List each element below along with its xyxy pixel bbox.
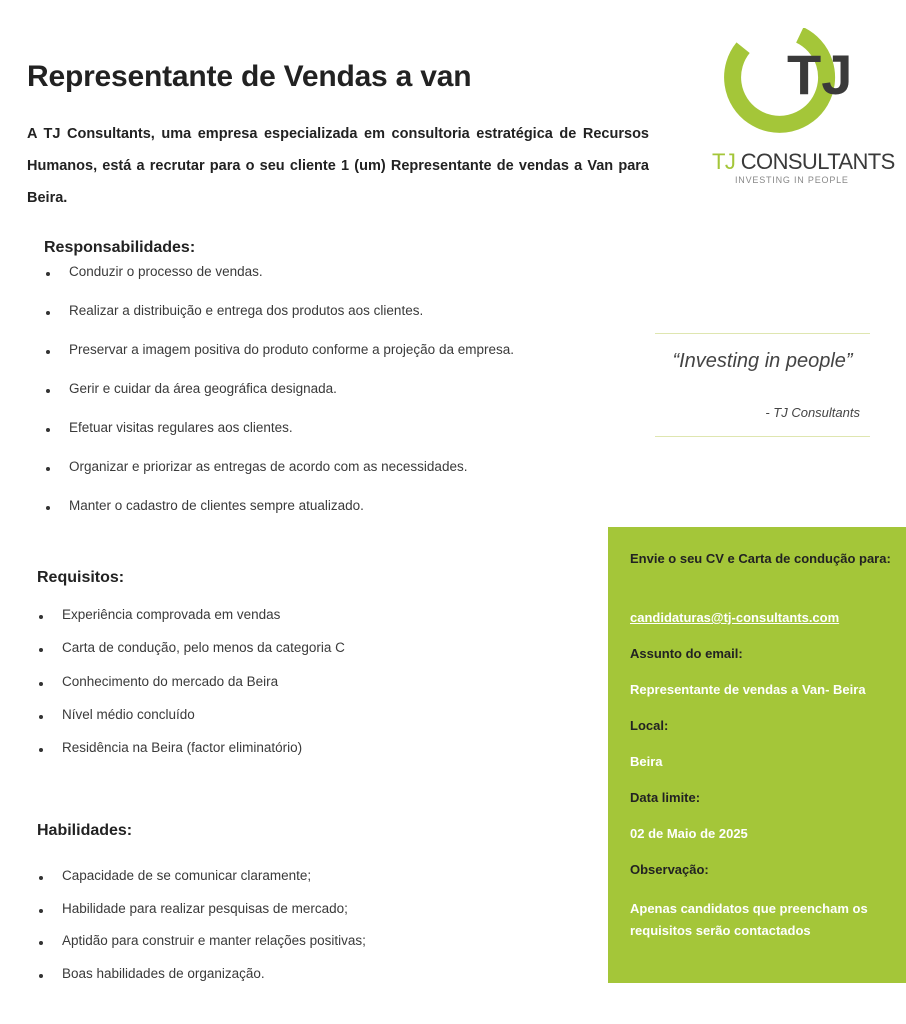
subject-value: Representante de vendas a Van- Beira — [630, 682, 866, 697]
local-label: Local: — [630, 718, 669, 733]
observation-value: Apenas candidatos que preencham os requisitos serão contactados — [630, 901, 868, 938]
logo-name-tj: TJ — [712, 149, 736, 174]
intro-paragraph: A TJ Consultants, uma empresa especializada em consultoria estratégica de Recursos Humanos, está a recrutar para o seu cliente 1 (um) Representante de vendas a Van para Beira. — [27, 126, 649, 206]
list-item: Habilidade para realizar pesquisas de mercado; — [37, 901, 366, 934]
quote-box — [655, 333, 870, 437]
quote-author: - TJ Consultants — [765, 405, 860, 420]
subject-label: Assunto do email: — [630, 646, 743, 661]
list-item: Efetuar visitas regulares aos clientes. — [44, 420, 514, 459]
list-item: Conhecimento do mercado da Beira — [37, 674, 345, 707]
logo-name — [712, 149, 895, 175]
email-link-wrap[interactable] — [630, 607, 892, 629]
responsabilidades-list — [44, 264, 514, 537]
requisitos-list — [37, 607, 345, 773]
logo-name-rest: CONSULTANTS — [740, 149, 895, 174]
application-panel — [608, 527, 906, 983]
list-item: Gerir e cuidar da área geográfica designada. — [44, 381, 514, 420]
company-logo — [700, 28, 895, 188]
list-item: Manter o cadastro de clientes sempre atualizado. — [44, 498, 514, 537]
observation-label: Observação: — [630, 862, 709, 877]
local-value: Beira — [630, 754, 663, 769]
habilidades-heading: Habilidades: — [37, 822, 133, 839]
deadline-label: Data limite: — [630, 790, 701, 805]
send-cv-label: Envie o seu CV e Carta de condução para: — [630, 551, 891, 566]
page-title: Representante de Vendas a van — [27, 60, 472, 93]
list-item: Carta de condução, pelo menos da categoria C — [37, 640, 345, 673]
list-item: Boas habilidades de organização. — [37, 966, 366, 999]
deadline-value: 02 de Maio de 2025 — [630, 826, 748, 841]
list-item: Aptidão para construir e manter relações positivas; — [37, 933, 366, 966]
list-item: Capacidade de se comunicar claramente; — [37, 868, 366, 901]
habilidades-list — [37, 868, 366, 998]
list-item: Organizar e priorizar as entregas de acordo com as necessidades. — [44, 459, 514, 498]
list-item: Experiência comprovada em vendas — [37, 607, 345, 640]
logo-tagline: INVESTING IN PEOPLE — [735, 175, 849, 185]
list-item: Conduzir o processo de vendas. — [44, 264, 514, 303]
email-link[interactable]: candidaturas@tj-consultants.com — [630, 610, 840, 625]
list-item: Residência na Beira (factor eliminatório) — [37, 740, 345, 773]
list-item: Nível médio concluído — [37, 707, 345, 740]
responsabilidades-heading: Responsabilidades: — [44, 239, 196, 256]
list-item: Preservar a imagem positiva do produto conforme a projeção da empresa. — [44, 342, 514, 381]
list-item: Realizar a distribuição e entrega dos produtos aos clientes. — [44, 303, 514, 342]
quote-text: “Investing in people” — [672, 350, 853, 372]
requisitos-heading: Requisitos: — [37, 569, 125, 586]
logo-ring-icon — [700, 28, 880, 148]
logo-letters: TJ — [787, 43, 853, 106]
